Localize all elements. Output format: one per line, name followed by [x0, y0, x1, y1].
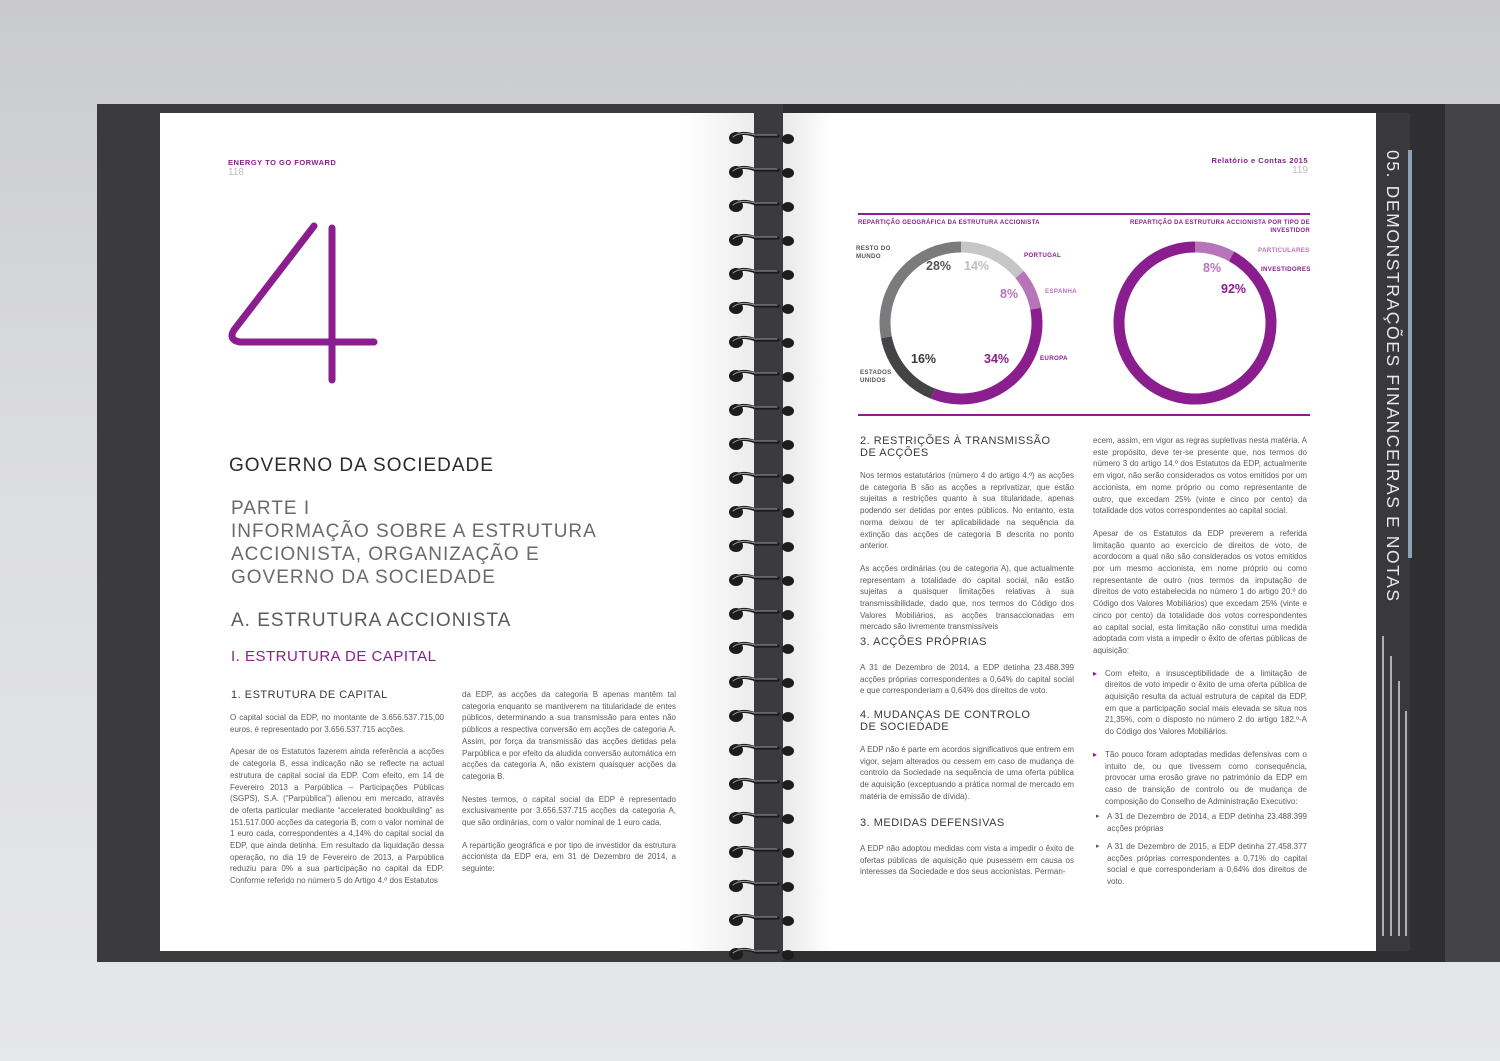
- binding-ring: [726, 434, 798, 454]
- pct-espanha: 8%: [1000, 287, 1019, 301]
- left-column-1: [230, 712, 444, 898]
- section-a-heading: A. ESTRUTURA ACCIONISTA: [231, 610, 512, 631]
- label-europa: EUROPA: [1040, 355, 1068, 362]
- page-title: GOVERNO DA SOCIEDADE: [229, 455, 494, 476]
- part-line: INFORMAÇÃO SOBRE A ESTRUTURA: [231, 521, 597, 542]
- page-number-right: 119: [1292, 165, 1308, 176]
- ring-segment-investidores: [1119, 247, 1271, 399]
- heading-line: DE ACÇÕES: [860, 447, 929, 459]
- page-number-left: 118: [228, 167, 244, 178]
- part-heading: [231, 497, 691, 589]
- binding-ring: [726, 740, 798, 760]
- section-3-text: [860, 662, 1074, 708]
- label-portugal: PORTUGAL: [1024, 252, 1062, 259]
- binding-ring: [726, 264, 798, 284]
- bullet-item: ▸ Tão pouco foram adoptadas medidas defensivas com o intuito de, ou que tivessem como consequência, provocar uma erosão grave no património da EDP em caso de transição de controlo ou de mudança de composição do Conselho de Administração Executivo:: [1093, 749, 1307, 808]
- part-line: ACCIONISTA, ORGANIZAÇÃO E: [231, 544, 540, 565]
- binding-ring: [726, 910, 798, 930]
- binding-ring: [726, 536, 798, 556]
- pct-particulares: 8%: [1203, 261, 1222, 275]
- part-line: PARTE I: [231, 498, 311, 519]
- side-title-text: 05. DEMONSTRAÇÕES FINANCEIRAS E NOTAS: [1383, 150, 1403, 603]
- pct-investidores: 92%: [1221, 282, 1247, 296]
- running-head-right: Relatório e Contas 2015: [1211, 156, 1308, 165]
- binding-ring: [726, 638, 798, 658]
- section-side-title: [1383, 150, 1407, 603]
- label-estados-unidos: ESTADOS UNIDOS: [860, 369, 892, 384]
- heading-line: 2. RESTRIÇÕES À TRANSMISSÃO: [860, 435, 1051, 447]
- binding-ring: [726, 706, 798, 726]
- paragraph: A repartição geográfica e por tipo de investidor da estrutura accionista da EDP era, em 31 de Dezembro de 2014, a seguinte:: [462, 840, 676, 874]
- section-2-heading: [860, 435, 1080, 459]
- binding-ring: [726, 672, 798, 692]
- binding-ring: [726, 468, 798, 488]
- binding-ring: [726, 366, 798, 386]
- ring-segment-particulares: [1195, 247, 1232, 256]
- section-5-heading: 3. MEDIDAS DEFENSIVAS: [860, 817, 1005, 829]
- chapter-number-graphic: [222, 222, 382, 387]
- binding-ring: [726, 196, 798, 216]
- sub-bullet-item: ▸ A 31 de Dezembro de 2014, a EDP detinha 23.488.399 acções próprias: [1093, 811, 1307, 834]
- geo-ring-chart: [878, 240, 1044, 406]
- chart-title-investor: REPARTIÇÃO DA ESTRUTURA ACCIONISTA POR TIPO DE INVESTIDOR: [1129, 220, 1310, 234]
- paragraph: Apesar de os Estatutos da EDP preverem a referida limitação quanto ao exercício de direitos de voto, de acordocom a qual não são considerados os votos emitidos por um mesmo accionista, em nome próprio ou como representante de outro (nos termos da imputação de direitos de voto estabelecida no número 1 do artigo 20.º do Código dos Valores Mobiliários) que excedam 25% (vinte e cinco por cento) da totalidade dos votos correspondentes ao capital social, esta limitação não constitui uma medida adoptada com vista a impedir o êxito de ofertas públicas de aquisição:: [1093, 528, 1307, 655]
- chart-top-rule: [858, 213, 1310, 215]
- part-line: GOVERNO DA SOCIEDADE: [231, 567, 496, 588]
- binding-ring: [726, 944, 798, 964]
- binder-edge: [1445, 104, 1500, 962]
- paragraph: A EDP não adoptou medidas com vista a impedir o êxito de ofertas públicas de aquisição que pusessem em causa os interesses da Sociedade e dos seus accionistas. Perman-: [860, 844, 1074, 877]
- pct-estados-unidos: 16%: [911, 352, 937, 366]
- binding-ring: [726, 774, 798, 794]
- binding-ring: [726, 298, 798, 318]
- label-espanha: ESPANHA: [1045, 288, 1077, 295]
- paragraph: As acções ordinárias (ou de categoria A), que actualmente representam a totalidade do capital social, não estão sujeitas a quaisquer limitações relativas à sua transmissibilidade, dado que, nos termos do Código dos Valores Mobiliários, as acções transaccionadas em mercado são livremente transmissíveis: [860, 563, 1074, 632]
- chart-title-geo: REPARTIÇÃO GEOGRÁFICA DA ESTRUTURA ACCIONISTA: [858, 220, 1040, 226]
- paragraph: O capital social da EDP, no montante de 3.656.537.715,00 euros, é representado por 3.656.537.715 acções.: [230, 713, 444, 734]
- pct-europa: 34%: [984, 352, 1010, 366]
- paragraph: da EDP, as acções da categoria B apenas mantêm tal categoria enquanto se mantiverem na titularidade de entes públicos, determinando a sua transmissão para entes não públicos a respectiva conversão em acções de categoria A. Assim, por força da transmissão das acções detidas pela Parpública e por efeito da aludida conversão automática em acções da categoria A, não existem quaisquer acções da categoria B.: [462, 690, 676, 781]
- binding-ring: [726, 128, 798, 148]
- binding-ring: [726, 876, 798, 896]
- paragraph: Nestes termos, o capital social da EDP é representado exclusivamente por 3.656.537.715 acções da categoria A, que são ordinárias, com o valor nominal de 1 euro cada.: [462, 794, 676, 828]
- pct-resto-do-mundo: 28%: [926, 259, 952, 273]
- tab-decoration-lines: [1378, 636, 1408, 936]
- binding-ring: [726, 332, 798, 352]
- label-resto-do-mundo: RESTO DO MUNDO: [856, 245, 891, 260]
- binding-ring: [726, 400, 798, 420]
- chart-bottom-rule: [858, 414, 1310, 416]
- section-4-text: [860, 744, 1074, 814]
- binding-ring: [726, 604, 798, 624]
- binding-ring: [726, 570, 798, 590]
- label-investidores: INVESTIDORES: [1261, 266, 1311, 273]
- label-particulares: PARTICULARES: [1258, 247, 1310, 254]
- pct-portugal: 14%: [964, 259, 990, 273]
- binding-ring: [726, 162, 798, 182]
- section-4-heading: [860, 709, 1080, 733]
- binding-ring: [726, 502, 798, 522]
- right-column-2: [1093, 435, 1307, 899]
- paragraph: Nos termos estatutários (número 4 do artigo 4.º) as acções de categoria B são as acções a reprivatizar, que estão sujeitas a restrições quanto à sua titularidade, apenas podendo ser detidas por entes públicos. No entanto, esta norma deixou de ter aplicabilidade na sequência da extinção das acções de categoria B descrita no ponto anterior.: [860, 471, 1074, 551]
- heading-line: 4. MUDANÇAS DE CONTROLO: [860, 709, 1031, 721]
- section-i-heading: I. ESTRUTURA DE CAPITAL: [231, 648, 437, 665]
- sub-bullet-item: ▸ A 31 de Dezembro de 2015, a EDP detinha 27.458.377 acções próprias correspondentes a 0,71% do capital social e que corresponderiam a 0,64% dos direitos de voto.: [1093, 841, 1307, 888]
- section-2-text: [860, 470, 1074, 644]
- paragraph: A 31 de Dezembro de 2014, a EDP detinha 23.488.399 acções próprias correspondentes a 0,64% do capital social e que corresponderiam a 0,64% dos direitos de voto.: [860, 663, 1074, 696]
- binding-ring: [726, 842, 798, 862]
- investor-ring-chart: [1112, 240, 1278, 406]
- running-head-left: ENERGY TO GO FORWARD: [228, 158, 337, 167]
- subheading-capital-structure: 1. ESTRUTURA DE CAPITAL: [231, 689, 388, 701]
- section-3-heading: 3. ACÇÕES PRÓPRIAS: [860, 636, 987, 648]
- section-tab-marker: [1408, 150, 1412, 558]
- binding-ring: [726, 808, 798, 828]
- ring-segment-espanha: [1020, 275, 1036, 309]
- binding-ring: [726, 230, 798, 250]
- paragraph: A EDP não é parte em acordos significativos que entrem em vigor, sejam alterados ou cessem em caso de mudança de controlo da Sociedade na sequência de uma oferta pública de aquisição (exceptuando a prática normal de mercado em matéria de emissão de dívida).: [860, 745, 1074, 801]
- paragraph: ecem, assim, em vigor as regras supletivas nesta matéria. A este propósito, deve ter-se presente que, nos termos do número 3 do artigo 14.º dos Estatutos da EDP, actualmente em vigor, não serão considerados os votos emitidos por um accionista, em nome próprio ou como representante de outro, que excedam 25% (vinte e cinco por cento) da totalidade dos votos correspondentes ao capital social.: [1093, 436, 1307, 516]
- bullet-item: ▸ Com efeito, a insusceptibilidade de a limitação de direitos de voto impedir o êxito de uma oferta pública de aquisição resulta da actual estrutura de capital da EDP, em que a participação social mais elevada se situa nos 21,35%, com o disposto no número 2 do artigo 182.º-A do Código dos Valores Mobiliários.: [1093, 668, 1307, 738]
- left-column-2: [462, 689, 676, 886]
- heading-line: DE SOCIEDADE: [860, 721, 950, 733]
- paragraph: Apesar de os Estatutos fazerem ainda referência a acções de categoria B, essa indicação não se reflecte na actual estrutura de capital social da EDP. Com efeito, em 14 de Fevereiro 2013 a Parpública – Participações Públicas (SGPS), S.A. (“Parpública”) alienou em mercado, através de oferta particular mediante “accelerated bookbuilding” as 151.517.000 acções da categoria B, com o valor nominal de 1 euro cada, correspondentes a 4,14% do capital social da EDP, que ainda detinha. Em resultado da liquidação dessa operação, no dia 19 de Fevereiro de 2013, a Parpública reduziu para 0% a sua participação no capital da EDP. Conforme referido no número 5 do Artigo 4.º dos Estatutos: [230, 747, 444, 886]
- section-5-text: [860, 843, 1074, 889]
